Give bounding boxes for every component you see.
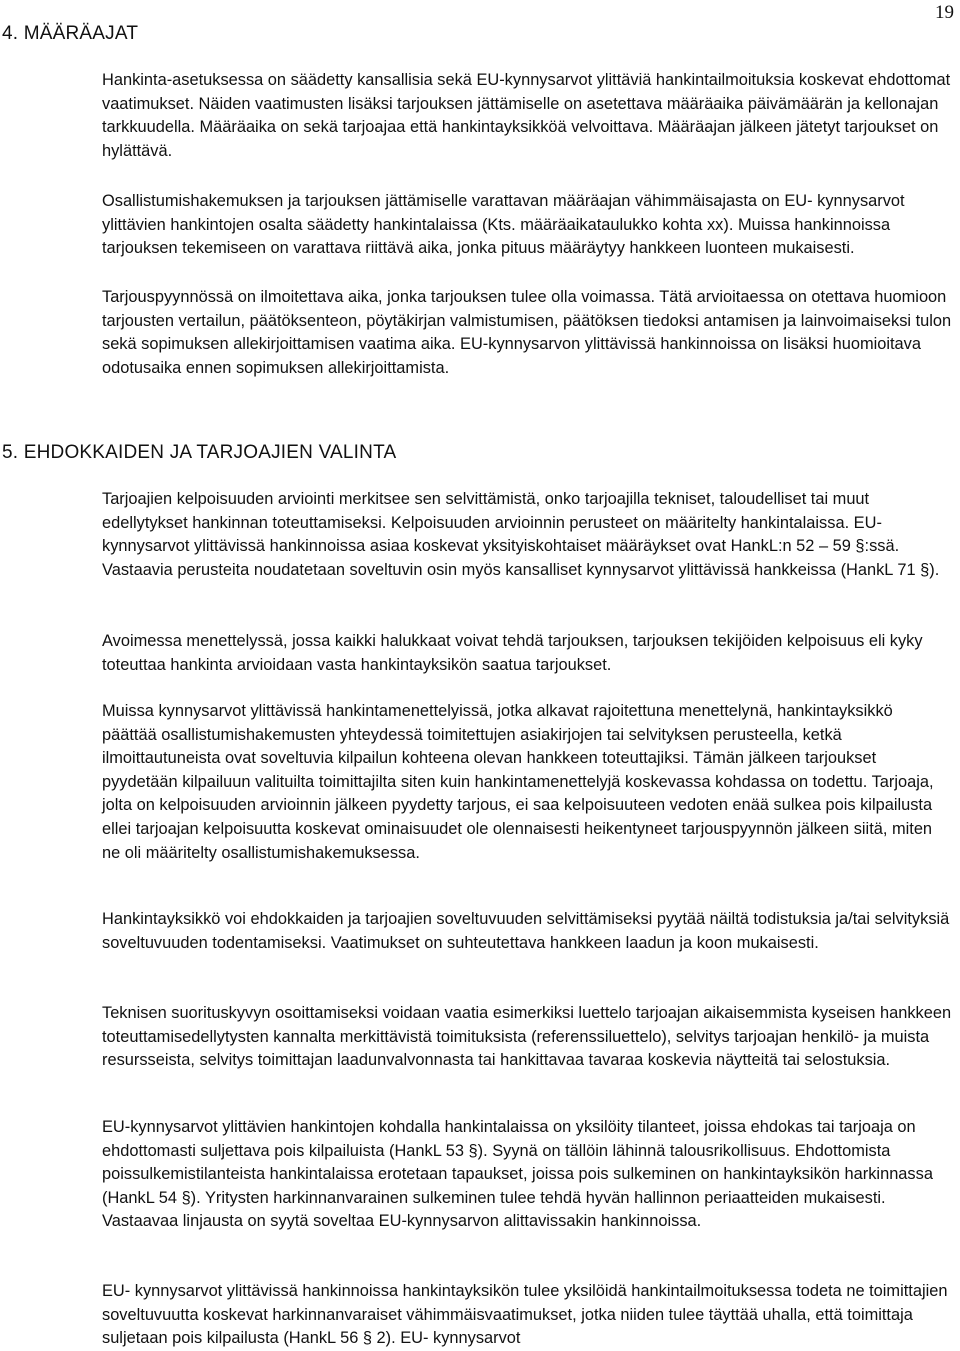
paragraph-certificates: Hankintayksikkö voi ehdokkaiden ja tarjoajien soveltuvuuden selvittämiseksi pyytää näiltä todistuksia ja/tai selvityksiä soveltuvuuden todentamiseksi. Vaatimukset on suhteutettava hankkeen laadun ja koon mukaisesti. xyxy=(102,910,950,952)
paragraph-minimum-time-limits: Osallistumishakemuksen ja tarjouksen jättämiselle varattavan määräajan vähimmäisajasta on EU- kynnysarvot ylittävien hankintojen osalta säädetty hankintalaissa (Kts. määräaikataulukko kohta xx). Muissa hankinnoissa tarjouksen tekemiseen on varattava riittävä aika, jonka pituus määräytyy hankkeen luonteen mukaisesti. xyxy=(102,192,905,258)
paragraph-tender-validity: Tarjouspyynnössä on ilmoitettava aika, jonka tarjouksen tulee olla voimassa. Tätä arvioitaessa on otettava huomioon tarjousten vertailun, päätöksenteon, pöytäkirjan valmistumisen, päätöksen tiedoksi antamisen ja lainvoimaiseksi tulon sekä sopimuksen allekirjoittamisen vaatima aika. EU-kynnysarvon ylittävissä hankinnoissa on lisäksi huomioitava odotusaika ennen sopimuksen allekirjoittamista. xyxy=(102,288,952,377)
paragraph-restricted-procedure: Muissa kynnysarvot ylittävissä hankintamenettelyissä, jotka alkavat rajoitettuna menettelynä, hankintayksikkö päättää osallistumishakemusten yhteydessä toimitettujen asiakirjojen tai selvityksen perusteella, ketkä ilmoittautuneista ovat soveltuvia kilpailun kohteena olevan hankkeen toteuttajiksi. Tämän jälkeen tarjoukset pyydetään kilpailuun valituilta toimittajilta siten kuin hankintamenettelyjä koskevassa kohdassa on todettu. Tarjoaja, jolta on kelpoisuuden arvioinnin jälkeen pyydetty tarjous, ei saa kelpoisuuteen vedoten enää sulkea pois kilpailusta ellei tarjoajan kelpoisuutta koskevat ominaisuudet ole olennaisesti heikentyneet tarjouspyynnön jälkeen siitä, miten ne oli määritelty osallistumishakemuksessa. xyxy=(102,702,934,862)
paragraph-technical-capacity: Teknisen suorituskyvyn osoittamiseksi voidaan vaatia esimerkiksi luettelo tarjoajan aikaisemmista kyseisen hankkeen toteuttamisedellytysten kannalta merkittävistä toimituksista (referenssiluettelo), selvitys tarjoajan henkilö- ja muista resursseista, selvitys toimittajan laadunvalvonnasta tai hankittavaa tavaraa koskevia näytteitä tai selostuksia. xyxy=(102,1004,952,1070)
paragraph-suitability-assessment: Tarjoajien kelpoisuuden arviointi merkitsee sen selvittämistä, onko tarjoajilla tekniset, taloudelliset tai muut edellytykset hankinnan toteuttamiseksi. Kelpoisuuden arvioinnin perusteet on määritelty hankintalaissa. EU- kynnysarvot ylittävissä hankinnoissa asiaa koskevat yksityiskohtaiset määräykset ovat HankL:n 52 – 59 §:ssä. Vastaavia perusteita noudatetaan soveltuvin osin myös kansalliset kynnysarvot ylittävissä hankkeissa (HankL 71 §). xyxy=(102,490,940,579)
section-heading-candidate-selection: 5. EHDOKKAIDEN JA TARJOAJIEN VALINTA xyxy=(2,442,397,463)
paragraph-minimum-requirements: EU- kynnysarvot ylittävissä hankinnoissa hankintayksikön tulee yksilöidä hankintailmoituksessa todeta ne toimittajien soveltuvuutta koskevat harkinnanvaraiset vähimmäisvaatimukset, jotka niiden tulee täyttää uhalla, että toimittaja suljetaan pois kilpailusta (HankL 56 § 2). EU- kynnysarvot xyxy=(102,1282,948,1348)
paragraph-deadline-requirements: Hankinta-asetuksessa on säädetty kansallisia sekä EU-kynnysarvot ylittäviä hankintailmoituksia koskevat ehdottomat vaatimukset. Näiden vaatimusten lisäksi tarjouksen jättämiselle on asetettava määräaika päivämäärän ja kellonajan tarkkuudella. Määräaika on sekä tarjoajaa että hankintayksikköä velvoittava. Määräajan jälkeen jätetyt tarjoukset on hylättävä. xyxy=(102,71,951,160)
paragraph-exclusion-grounds: EU-kynnysarvot ylittävien hankintojen kohdalla hankintalaissa on yksilöity tilanteet, joissa ehdokas tai tarjoaja on ehdottomasti suljettava pois kilpailuista (HankL 53 §). Syynä on tällöin lähinnä talousrikollisuus. Ehdottomista poissulkemistilanteista hankintalaissa erotetaan tapaukset, joissa pois sulkeminen on hankintayksikön harkinnassa (HankL 54 §). Yritysten harkinnanvarainen sulkeminen tulee tehdä hyvän hallinnon periaatteiden mukaisesti. Vastaavaa linjausta on syytä soveltaa EU-kynnysarvon alittavissakin hankinnoissa. xyxy=(102,1118,933,1231)
paragraph-open-procedure: Avoimessa menettelyssä, jossa kaikki halukkaat voivat tehdä tarjouksen, tarjouksen tekijöiden kelpoisuus eli kyky toteuttaa hankinta arvioidaan vasta hankintayksikön saatua tarjoukset. xyxy=(102,632,923,674)
page-number: 19 xyxy=(935,2,954,23)
section-heading-deadlines: 4. MÄÄRÄAJAT xyxy=(2,23,139,44)
